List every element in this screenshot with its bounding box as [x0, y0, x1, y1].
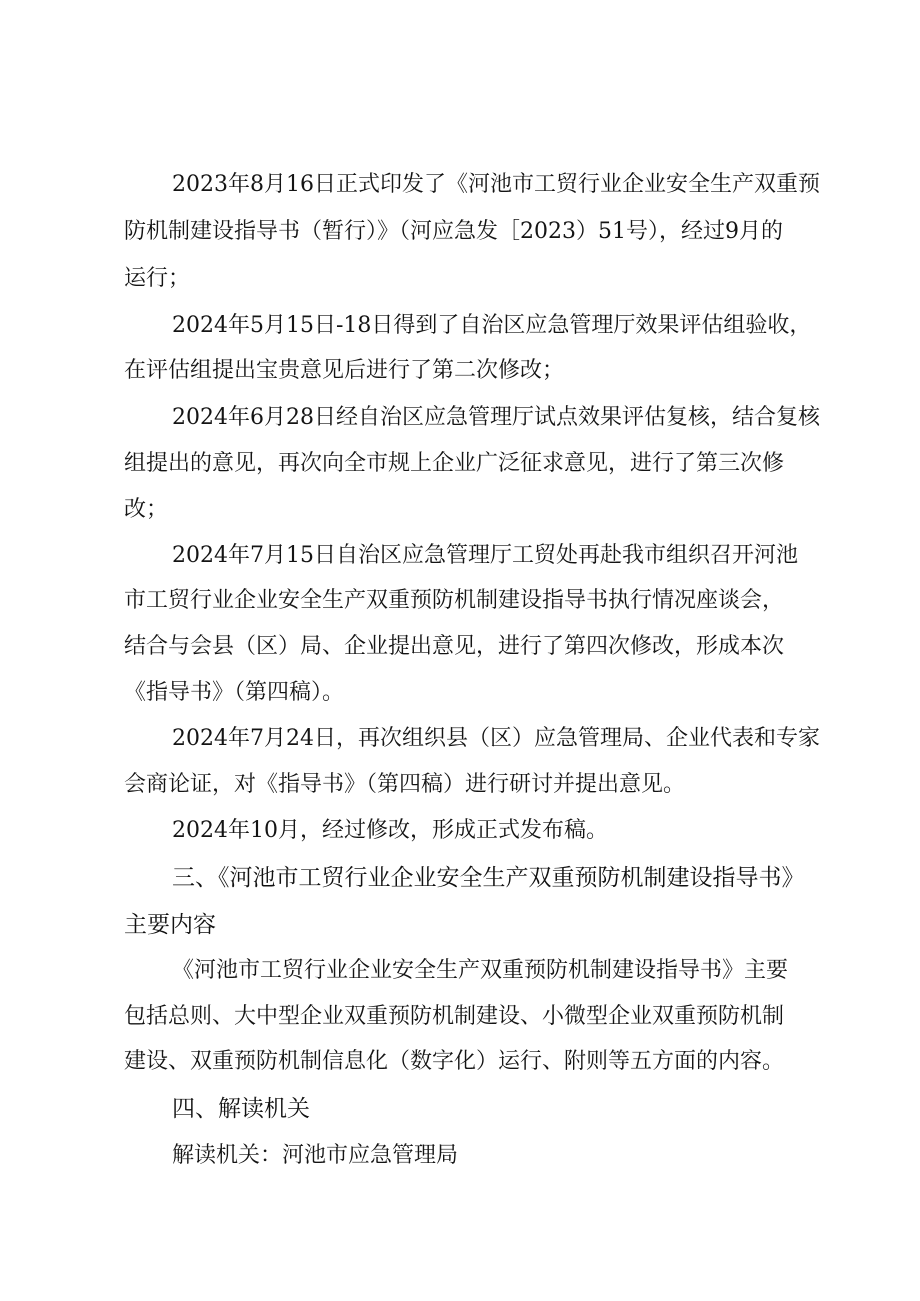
- p4-line-2: 市工贸行业企业安全生产双重预防机制建设指导书执行情况座谈会，: [124, 588, 785, 613]
- p2-line-2: 在评估组提出宝贵意见后进行了第二次修改；: [124, 358, 565, 383]
- section-3-body-line-3: 建设、双重预防机制信息化（数字化）运行、附则等五方面的内容。: [124, 1049, 785, 1074]
- section-3-heading-line-1: 三、《河池市工贸行业企业安全生产双重预防机制建设指导书》: [172, 865, 805, 891]
- p6-line-1: 2024年10月，经过修改，形成正式发布稿。: [172, 818, 608, 843]
- p3-line-3: 改；: [124, 497, 169, 522]
- p4-line-1: 2024年7月15日自治区应急管理厅工贸处再赴我市组织召开河池: [172, 543, 798, 568]
- section-3-heading-line-2: 主要内容: [124, 912, 216, 938]
- p1-line-1: 2023年8月16日正式印发了《河池市工贸行业企业安全生产双重预: [172, 172, 820, 197]
- p3-line-2: 组提出的意见，再次向全市规上企业广泛征求意见，进行了第三次修: [124, 451, 785, 476]
- p4-line-4: 《指导书》（第四稿）。: [124, 680, 345, 705]
- section-4-body: 解读机关：河池市应急管理局: [172, 1143, 459, 1168]
- p5-line-2: 会商论证，对《指导书》（第四稿）进行研讨并提出意见。: [124, 772, 686, 797]
- p1-line-2: 防机制建设指导书（暂行）》（河应急发［2023）51号），经过9月的: [124, 219, 783, 244]
- section-3-body-line-2: 包括总则、大中型企业双重预防机制建设、小微型企业双重预防机制: [124, 1004, 785, 1029]
- p4-line-3: 结合与会县（区）局、企业提出意见，进行了第四次修改，形成本次: [124, 634, 785, 659]
- section-4-heading: 四、解读机关: [172, 1096, 310, 1122]
- p1-line-3: 运行；: [124, 266, 191, 291]
- section-3-body-line-1: 《河池市工贸行业企业安全生产双重预防机制建设指导书》主要: [172, 958, 789, 983]
- p5-line-1: 2024年7月24日，再次组织县（区）应急管理局、企业代表和专家: [172, 726, 820, 751]
- p3-line-1: 2024年6月28日经自治区应急管理厅试点效果评估复核，结合复核: [172, 405, 820, 430]
- p2-line-1: 2024年5月15日-18日得到了自治区应急管理厅效果评估组验收，: [172, 313, 812, 338]
